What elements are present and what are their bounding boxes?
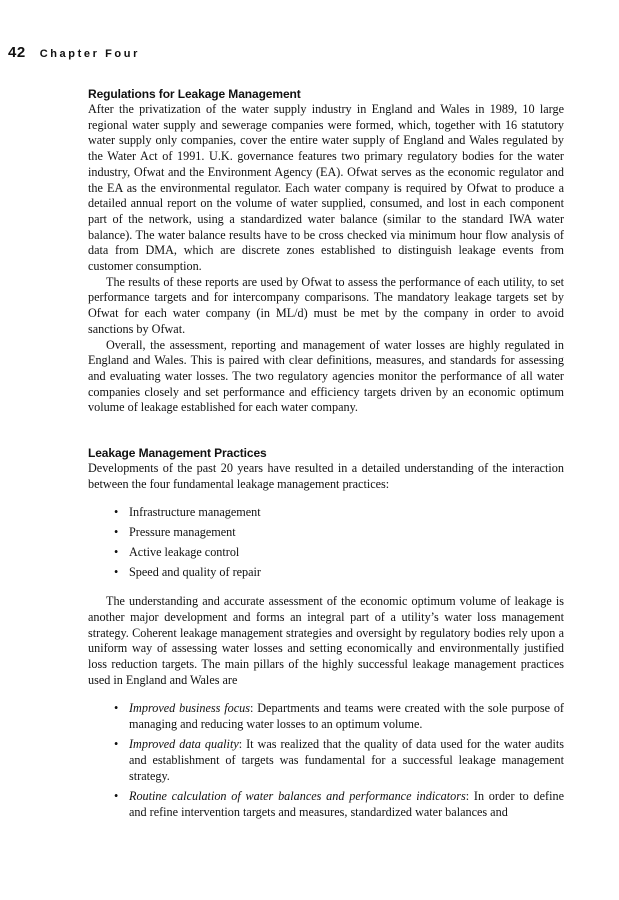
body-paragraph: The understanding and accurate assessment of the economic optimum volume of leakage is another major development and forms an integral part of a utility’s water loss management strategy. Coherent leakage management strategies and oversight by regulatory bodies rely upon a uniform way of assessing water losses and setting economically and environmentally justified loss reduction targets. The main pillars of the highly successful leakage management practices used in England and Wales are: [88, 594, 564, 687]
bullet-icon: •: [114, 788, 119, 803]
body-paragraph: After the privatization of the water supply industry in England and Wales in 1989, 10 large regional water supply and sewerage companies were formed, which, together with 16 statutory water supply only companies, cover the entire water supply of England and Wales regulated by the Water Act of 1991. U.K. governance features two primary regulatory bodies for the water industry, Ofwat and the Environment Agency (EA). Ofwat serves as the economic regulator and the EA as the environmental regulator. Each water company is required by Ofwat to produce a detailed annual report on the volume of water supplied, consumed, and lost in each component part of the network, using a standardized water balance (similar to the standard IWA water balance). The water balance results have to be cross checked via minimum hour flow analysis of data from DMA, which are discrete zones established to distinguish leakage events from customer consumption.: [88, 102, 564, 274]
pillars-list: [114, 701, 564, 820]
list-item: [114, 525, 564, 541]
list-item-text: : Departments and teams were created with the sole purpose of managing and reducing water losses to an optimum volume.: [129, 701, 564, 732]
list-item-text: : In order to define and refine intervention targets and measures, standardized water balances and: [129, 788, 564, 819]
section-heading: Regulations for Leakage Management: [88, 87, 301, 101]
list-item-text: Infrastructure management: [129, 505, 261, 520]
list-item-term: Improved data quality: [129, 737, 239, 752]
page-body: [88, 87, 564, 825]
list-item-text: Active leakage control: [129, 545, 240, 560]
section-regulations: [88, 87, 564, 416]
bullet-icon: •: [114, 565, 119, 580]
list-item-term: Routine calculation of water balances and performance indicators: [129, 788, 466, 803]
running-head: [8, 44, 140, 61]
list-item-text: Speed and quality of repair: [129, 565, 261, 580]
list-item-term: Improved business focus: [129, 701, 250, 716]
section-heading: Leakage Management Practices: [88, 446, 267, 461]
body-paragraph: Overall, the assessment, reporting and management of water losses are highly regulated in England and Wales. This is paired with clear definitions, measures, and standards for assessing and evaluating water losses. The two regulatory agencies monitor the performance of all water companies closely and set performance and efficiency targets driven by an economic optimum volume of leakage established for each water company.: [88, 337, 564, 415]
list-item: [114, 737, 564, 784]
list-item: [114, 789, 564, 820]
chapter-title: Chapter Four: [39, 48, 140, 60]
bullet-icon: •: [114, 525, 119, 540]
list-item: [114, 565, 564, 581]
list-item: [114, 545, 564, 561]
practices-list: [114, 505, 564, 581]
list-item-text: Pressure management: [129, 525, 236, 540]
bullet-icon: •: [114, 505, 119, 520]
list-item-text: : It was realized that the quality of data used for the water audits and establishment of targets was fundamental for a successful leakage management strategy.: [129, 737, 564, 783]
list-item: [114, 505, 564, 521]
body-paragraph: Developments of the past 20 years have resulted in a detailed understanding of the interaction between the four fundamental leakage management practices:: [88, 461, 564, 491]
bullet-icon: •: [114, 545, 119, 560]
section-practices: [88, 446, 564, 820]
bullet-icon: •: [114, 737, 119, 752]
bullet-icon: •: [114, 701, 119, 716]
list-item: [114, 701, 564, 732]
body-paragraph: The results of these reports are used by Ofwat to assess the performance of each utility, to set performance targets and for intercompany comparisons. The mandatory leakage targets set by Ofwat for each water company (in ML/d) must be met by the company in order to avoid sanctions by Ofwat.: [88, 274, 564, 336]
page-number: 42: [8, 44, 26, 61]
